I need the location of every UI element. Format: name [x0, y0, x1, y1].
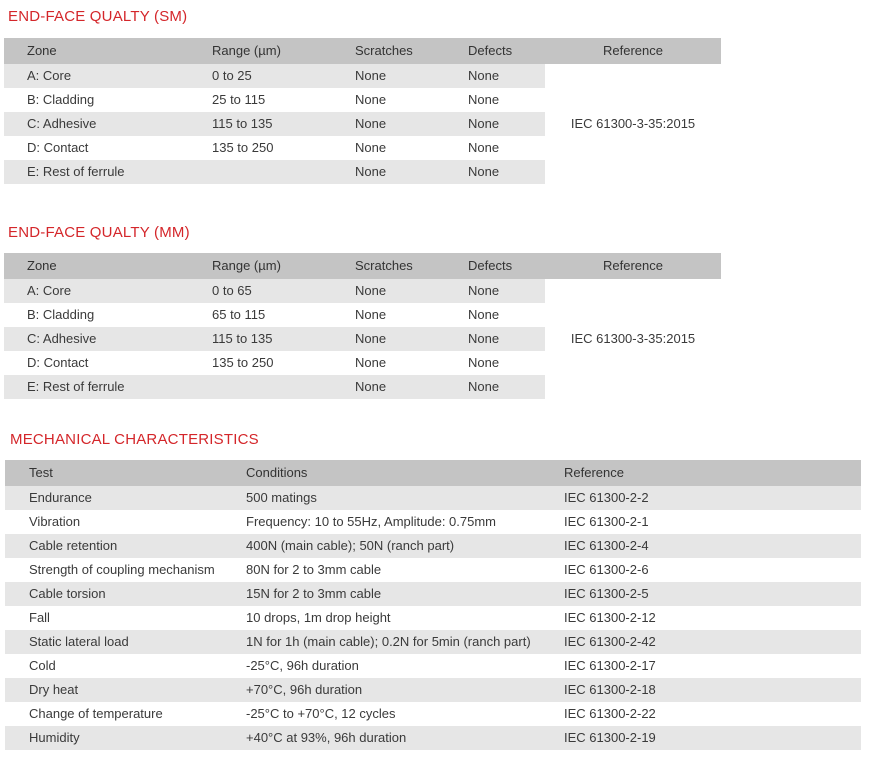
header-reference: Reference — [545, 253, 721, 279]
scratches-cell: None — [355, 92, 387, 107]
header-reference: Reference — [540, 460, 861, 486]
reference-cell: IEC 61300-2-18 — [540, 678, 861, 702]
reference-cell: IEC 61300-2-22 — [564, 706, 656, 721]
zone-cell: C: Adhesive — [4, 327, 189, 351]
header-zone: Zone — [4, 253, 189, 279]
scratches-cell: None — [355, 355, 387, 370]
reference-cell: IEC 61300-2-12 — [564, 610, 656, 625]
header-defects: Defects — [445, 38, 545, 64]
conditions-cell: 1N for 1h (main cable); 0.2N for 5min (ranch part) — [222, 630, 540, 654]
defects-cell: None — [445, 279, 545, 303]
conditions-cell: +70°C, 96h duration — [222, 678, 540, 702]
sm-section-title: END-FACE QUALTY (SM) — [8, 8, 188, 25]
reference-cell: IEC 61300-2-6 — [564, 562, 649, 577]
table-row — [5, 702, 861, 726]
table-header-row — [4, 253, 721, 279]
range-cell — [189, 375, 332, 399]
range-cell: 0 to 25 — [189, 64, 332, 88]
defects-cell: None — [445, 64, 545, 88]
mechanical-table — [5, 460, 861, 750]
header-range: Range (µm) — [189, 253, 332, 279]
scratches-cell: None — [332, 160, 445, 184]
range-cell: 25 to 115 — [212, 92, 266, 107]
scratches-cell: None — [355, 307, 387, 322]
mechanical-section-title: MECHANICAL CHARACTERISTICS — [10, 431, 259, 448]
range-cell: 115 to 135 — [189, 327, 332, 351]
test-cell: Fall — [29, 610, 50, 625]
test-cell: Endurance — [5, 486, 222, 510]
table-header-row — [5, 460, 861, 486]
range-cell: 135 to 250 — [212, 140, 274, 155]
conditions-cell: +40°C at 93%, 96h duration — [222, 726, 540, 750]
zone-cell: D: Contact — [27, 355, 89, 370]
range-cell: 65 to 115 — [212, 307, 266, 322]
header-test: Test — [5, 460, 222, 486]
reference-cell: IEC 61300-3-35:2015 — [545, 279, 721, 399]
scratches-cell: None — [332, 279, 445, 303]
reference-cell: IEC 61300-2-5 — [540, 582, 861, 606]
table-row — [5, 606, 861, 630]
conditions-cell: 15N for 2 to 3mm cable — [222, 582, 540, 606]
reference-cell: IEC 61300-2-17 — [564, 658, 656, 673]
header-zone: Zone — [4, 38, 189, 64]
defects-cell: None — [445, 375, 545, 399]
table-row — [5, 726, 861, 750]
table-row — [5, 630, 861, 654]
scratches-cell: None — [332, 375, 445, 399]
zone-cell: A: Core — [4, 279, 189, 303]
range-cell: 135 to 250 — [212, 355, 274, 370]
test-cell: Humidity — [5, 726, 222, 750]
reference-cell: IEC 61300-2-19 — [540, 726, 861, 750]
header-scratches: Scratches — [332, 253, 445, 279]
defects-cell: None — [445, 112, 545, 136]
test-cell: Cable torsion — [5, 582, 222, 606]
conditions-cell: -25°C, 96h duration — [246, 658, 359, 673]
reference-cell: IEC 61300-3-35:2015 — [545, 64, 721, 184]
zone-cell: A: Core — [4, 64, 189, 88]
sm-quality-table — [4, 38, 721, 184]
header-range: Range (µm) — [189, 38, 332, 64]
table-row — [5, 510, 861, 534]
conditions-cell: -25°C to +70°C, 12 cycles — [246, 706, 396, 721]
reference-cell: IEC 61300-2-4 — [540, 534, 861, 558]
reference-cell: IEC 61300-2-42 — [540, 630, 861, 654]
defects-cell: None — [468, 92, 500, 107]
header-scratches: Scratches — [332, 38, 445, 64]
table-row — [5, 654, 861, 678]
test-cell: Static lateral load — [5, 630, 222, 654]
scratches-cell: None — [332, 327, 445, 351]
header-reference: Reference — [545, 38, 721, 64]
scratches-cell: None — [332, 64, 445, 88]
table-row — [5, 534, 861, 558]
conditions-cell: 10 drops, 1m drop height — [246, 610, 391, 625]
scratches-cell: None — [332, 112, 445, 136]
table-row — [5, 582, 861, 606]
header-conditions: Conditions — [222, 460, 540, 486]
range-cell — [189, 160, 332, 184]
conditions-cell: 500 matings — [222, 486, 540, 510]
table-header-row — [4, 38, 721, 64]
test-cell: Cold — [29, 658, 56, 673]
range-cell: 115 to 135 — [189, 112, 332, 136]
conditions-cell: 80N for 2 to 3mm cable — [246, 562, 382, 577]
defects-cell: None — [445, 327, 545, 351]
range-cell: 0 to 65 — [189, 279, 332, 303]
zone-cell: C: Adhesive — [4, 112, 189, 136]
table-row — [5, 558, 861, 582]
test-cell: Cable retention — [5, 534, 222, 558]
zone-cell: E: Rest of ferrule — [4, 375, 189, 399]
defects-cell: None — [445, 160, 545, 184]
mm-section-title: END-FACE QUALTY (MM) — [8, 224, 190, 241]
defects-cell: None — [468, 355, 500, 370]
zone-cell: D: Contact — [27, 140, 89, 155]
defects-cell: None — [468, 140, 500, 155]
mm-quality-table — [4, 253, 721, 399]
reference-cell: IEC 61300-2-2 — [540, 486, 861, 510]
header-defects: Defects — [445, 253, 545, 279]
zone-cell: E: Rest of ferrule — [4, 160, 189, 184]
conditions-cell: Frequency: 10 to 55Hz, Amplitude: 0.75mm — [246, 514, 497, 529]
table-row — [5, 486, 861, 510]
conditions-cell: 400N (main cable); 50N (ranch part) — [222, 534, 540, 558]
test-cell: Vibration — [29, 514, 81, 529]
zone-cell: B: Cladding — [27, 307, 95, 322]
table-row — [5, 678, 861, 702]
scratches-cell: None — [355, 140, 387, 155]
table-row — [4, 279, 721, 303]
defects-cell: None — [468, 307, 500, 322]
test-cell: Dry heat — [5, 678, 222, 702]
test-cell: Strength of coupling mechanism — [29, 562, 215, 577]
table-row — [4, 64, 721, 88]
zone-cell: B: Cladding — [27, 92, 95, 107]
test-cell: Change of temperature — [29, 706, 163, 721]
reference-cell: IEC 61300-2-1 — [564, 514, 649, 529]
